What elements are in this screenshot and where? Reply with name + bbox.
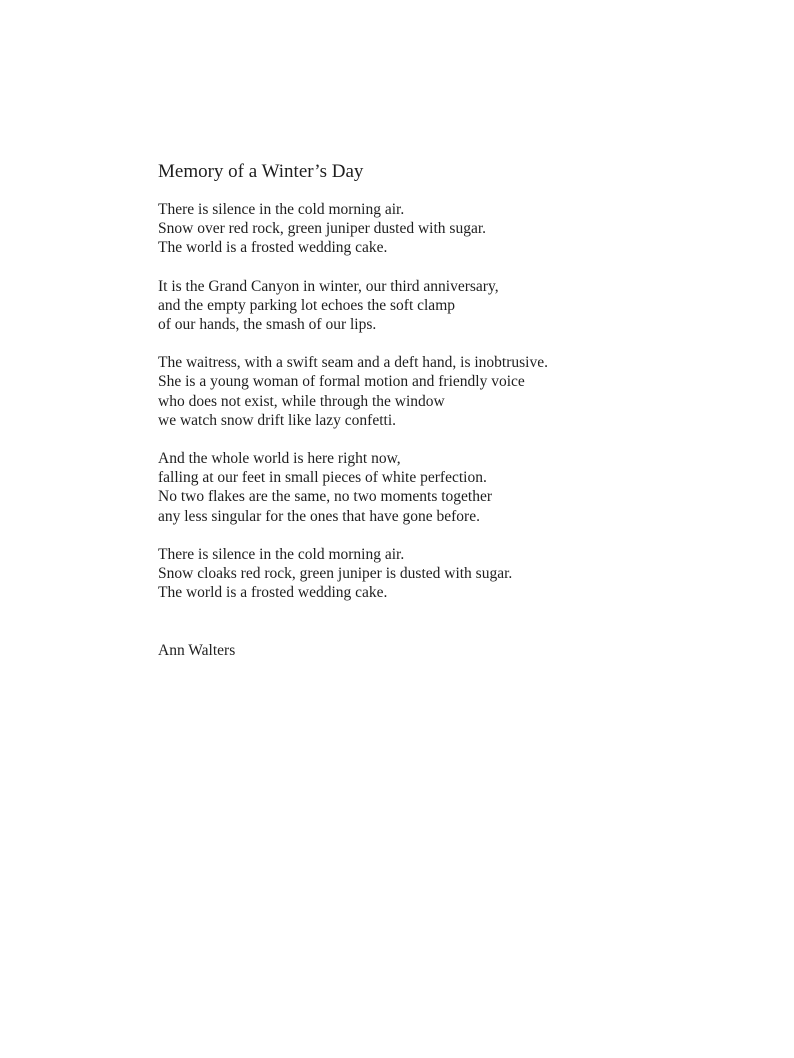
poem-line: who does not exist, while through the window: [158, 392, 445, 410]
poem-line: Snow over red rock, green juniper dusted with sugar.: [158, 220, 487, 238]
stanza-4: [158, 449, 758, 526]
poem-line: No two flakes are the same, no two moments together: [158, 488, 493, 506]
poem: [158, 160, 758, 661]
poem-author: Ann Walters: [158, 642, 236, 660]
poem-line: She is a young woman of formal motion and friendly voice: [158, 373, 525, 391]
poem-line: The world is a frosted wedding cake.: [158, 239, 388, 257]
poem-line: Snow cloaks red rock, green juniper is dusted with sugar.: [158, 565, 513, 583]
poem-line: any less singular for the ones that have gone before.: [158, 507, 480, 525]
poem-line: The waitress, with a swift seam and a deft hand, is inobtrusive.: [158, 354, 548, 372]
poem-line: and the empty parking lot echoes the soft clamp: [158, 296, 455, 314]
stanza-1: [158, 200, 758, 258]
stanza-5: [158, 545, 758, 603]
poem-line: falling at our feet in small pieces of white perfection.: [158, 469, 487, 487]
poem-line: It is the Grand Canyon in winter, our third anniversary,: [158, 277, 499, 295]
poem-line: we watch snow drift like lazy confetti.: [158, 411, 397, 429]
poem-line: There is silence in the cold morning air.: [158, 201, 405, 218]
poem-title: Memory of a Winter’s Day: [158, 161, 364, 182]
stanza-2: [158, 277, 758, 335]
poem-line: of our hands, the smash of our lips.: [158, 316, 377, 334]
poem-line: There is silence in the cold morning air.: [158, 545, 405, 563]
poem-line: And the whole world is here right now,: [158, 450, 401, 468]
stanza-3: [158, 353, 758, 430]
poem-line: The world is a frosted wedding cake.: [158, 584, 388, 602]
